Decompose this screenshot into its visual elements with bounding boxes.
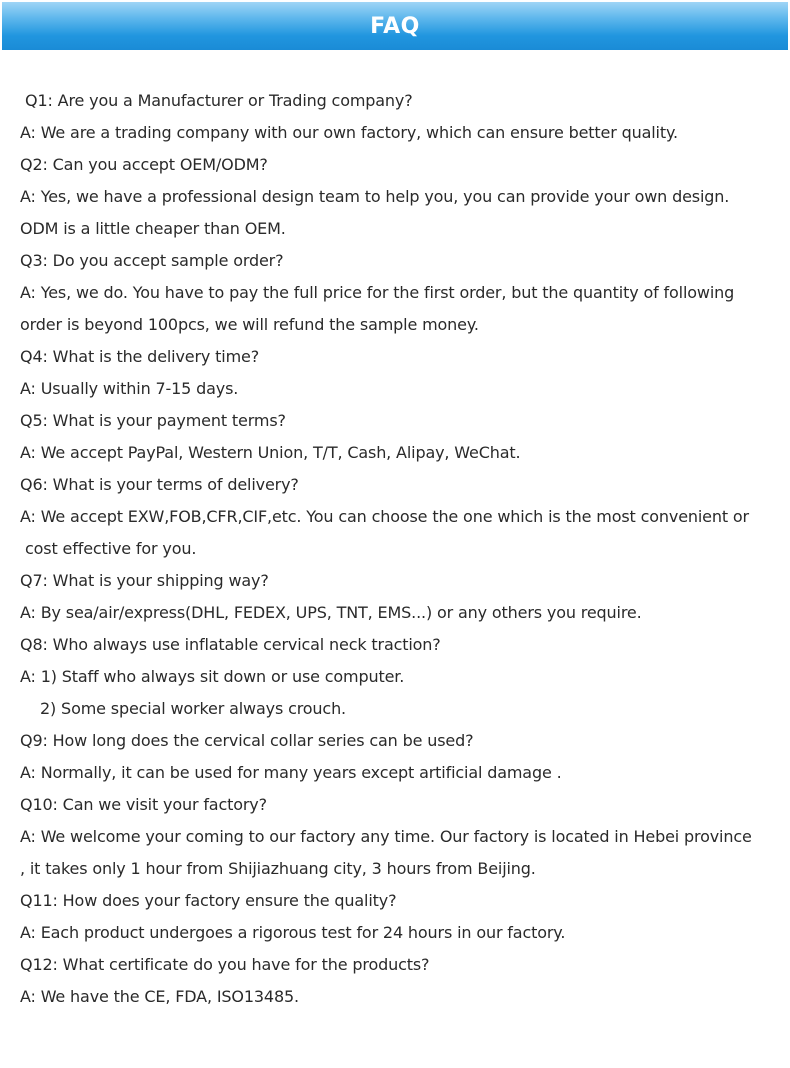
faq-line: order is beyond 100pcs, we will refund the sample money. bbox=[20, 315, 479, 334]
faq-line: Q9: How long does the cervical collar series can be used? bbox=[20, 731, 474, 750]
faq-line: A: Yes, we have a professional design team to help you, you can provide your own design. bbox=[20, 187, 730, 206]
faq-line: A: We are a trading company with our own factory, which can ensure better quality. bbox=[20, 123, 678, 142]
faq-line: Q3: Do you accept sample order? bbox=[20, 251, 284, 270]
faq-line: Q6: What is your terms of delivery? bbox=[20, 475, 299, 494]
faq-line: A: By sea/air/express(DHL, FEDEX, UPS, TNT, EMS...) or any others you require. bbox=[20, 603, 642, 622]
faq-line: A: We have the CE, FDA, ISO13485. bbox=[20, 987, 299, 1006]
faq-line: Q4: What is the delivery time? bbox=[20, 347, 260, 366]
faq-header-banner bbox=[2, 2, 788, 50]
faq-title: FAQ bbox=[370, 13, 420, 39]
faq-line: ODM is a little cheaper than OEM. bbox=[20, 219, 286, 238]
faq-line: A: We accept EXW,FOB,CFR,CIF,etc. You can choose the one which is the most convenient or bbox=[20, 507, 749, 526]
faq-line: A: Yes, we do. You have to pay the full price for the first order, but the quantity of following bbox=[20, 283, 735, 302]
faq-line: A: We accept PayPal, Western Union, T/T, Cash, Alipay, WeChat. bbox=[20, 443, 521, 462]
faq-line: 2) Some special worker always crouch. bbox=[40, 699, 346, 718]
faq-line: , it takes only 1 hour from Shijiazhuang city, 3 hours from Beijing. bbox=[20, 859, 536, 878]
faq-line: Q12: What certificate do you have for the products? bbox=[20, 955, 430, 974]
faq-line: A: 1) Staff who always sit down or use computer. bbox=[20, 667, 405, 686]
faq-line: A: Normally, it can be used for many years except artificial damage . bbox=[20, 763, 562, 782]
faq-line: A: Each product undergoes a rigorous test for 24 hours in our factory. bbox=[20, 923, 566, 942]
faq-line: Q7: What is your shipping way? bbox=[20, 571, 269, 590]
faq-line: Q1: Are you a Manufacturer or Trading company? bbox=[25, 91, 413, 110]
faq-line: Q8: Who always use inflatable cervical neck traction? bbox=[20, 635, 441, 654]
faq-line: A: We welcome your coming to our factory any time. Our factory is located in Hebei province bbox=[20, 827, 752, 846]
faq-line: Q10: Can we visit your factory? bbox=[20, 795, 267, 814]
faq-line: Q2: Can you accept OEM/ODM? bbox=[20, 155, 268, 174]
faq-line: Q5: What is your payment terms? bbox=[20, 411, 286, 430]
faq-line: cost effective for you. bbox=[25, 539, 197, 558]
faq-line: Q11: How does your factory ensure the quality? bbox=[20, 891, 397, 910]
faq-list bbox=[20, 85, 780, 1013]
faq-line: A: Usually within 7-15 days. bbox=[20, 379, 239, 398]
